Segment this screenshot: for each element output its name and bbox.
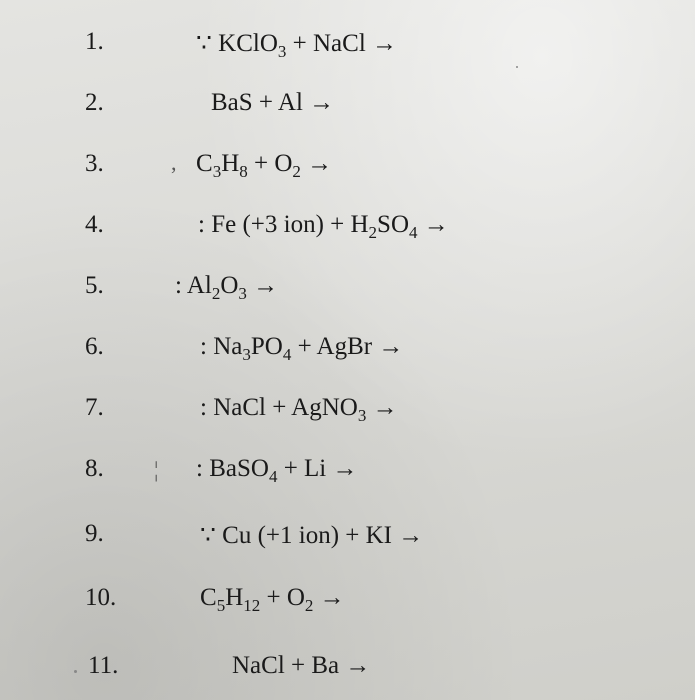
reaction-equation [175, 272, 279, 303]
item-number: 8. [85, 455, 104, 482]
subscript: 5 [216, 596, 226, 615]
equation-text: NaCl + Ba → [232, 652, 371, 679]
equation-text: → [246, 272, 279, 299]
reaction-row-1 [0, 22, 695, 62]
reaction-equation [200, 394, 398, 425]
equation-text: → [300, 150, 333, 177]
subscript: 4 [409, 223, 418, 242]
reaction-equation [211, 89, 334, 117]
equation-text: SO [377, 211, 410, 238]
subscript: 3 [242, 345, 251, 364]
item-number: 11. [88, 652, 119, 679]
reaction-row-8 [0, 449, 695, 489]
equation-text: + Li → [277, 455, 358, 482]
item-number: 2. [85, 89, 104, 116]
reaction-row-4 [0, 205, 695, 245]
item-number: 4. [85, 211, 104, 238]
item-number: 10. [85, 584, 117, 611]
equation-text: C [200, 584, 217, 611]
subscript: 3 [238, 284, 247, 303]
subscript: 8 [239, 162, 248, 181]
reaction-row-3 [0, 144, 695, 184]
item-number: 6. [85, 333, 104, 360]
equation-text: C [196, 150, 213, 177]
equation-text: : Na [200, 333, 243, 360]
equation-text: + NaCl → [286, 30, 398, 57]
equation-text: + AgBr → [291, 333, 404, 360]
equation-text: → [417, 211, 449, 238]
reaction-equation [232, 652, 370, 680]
subscript: 3 [212, 162, 222, 181]
reaction-equation [200, 333, 404, 364]
reaction-equation [196, 455, 358, 486]
subscript: 2 [292, 162, 301, 181]
subscript: 4 [268, 467, 278, 486]
reaction-row-9 [0, 514, 695, 554]
reaction-equation [198, 211, 449, 242]
equation-text: : BaSO [196, 455, 269, 482]
equation-text: H [221, 150, 240, 177]
item-number: 1. [85, 28, 104, 55]
stray-mark: , [171, 150, 177, 175]
equation-text: PO [250, 333, 283, 360]
reaction-row-6 [0, 327, 695, 367]
paper-speck [516, 66, 518, 68]
equation-text: : NaCl + AgNO [200, 394, 358, 421]
equation-text: H [225, 584, 244, 611]
equation-text: + O [247, 150, 293, 177]
item-number: 5. [85, 272, 104, 299]
reaction-equation [196, 150, 333, 181]
stray-mark: ¦ [154, 457, 159, 482]
equation-text: : Al [175, 272, 212, 299]
equation-text: BaS + Al → [211, 89, 335, 116]
item-number: 9. [85, 520, 104, 547]
subscript: 2 [368, 223, 378, 242]
reaction-row-7 [0, 388, 695, 428]
reaction-row-2 [0, 83, 695, 123]
subscript: 2 [304, 596, 314, 615]
subscript: 3 [357, 406, 367, 425]
subscript: 4 [282, 345, 292, 364]
reaction-row-5 [0, 266, 695, 306]
equation-text: ∵ Cu (+1 ion) + KI → [200, 522, 424, 549]
subscript: 3 [277, 42, 287, 61]
equation-text: O [220, 272, 239, 299]
paper-speck [74, 670, 77, 673]
reaction-equation [200, 584, 345, 615]
reaction-row-10 [0, 578, 695, 618]
subscript: 12 [243, 596, 261, 615]
reaction-row-11 [0, 646, 695, 686]
equation-text: → [366, 394, 398, 421]
equation-text: → [313, 584, 345, 611]
equation-text: + O [260, 584, 305, 611]
reaction-equation [196, 28, 398, 61]
equation-text: ∵ KClO [196, 30, 278, 57]
item-number: 3. [85, 150, 104, 177]
equation-text: : Fe (+3 ion) + H [198, 211, 369, 238]
item-number: 7. [85, 394, 104, 421]
subscript: 2 [211, 284, 221, 303]
reaction-equation [200, 520, 423, 550]
